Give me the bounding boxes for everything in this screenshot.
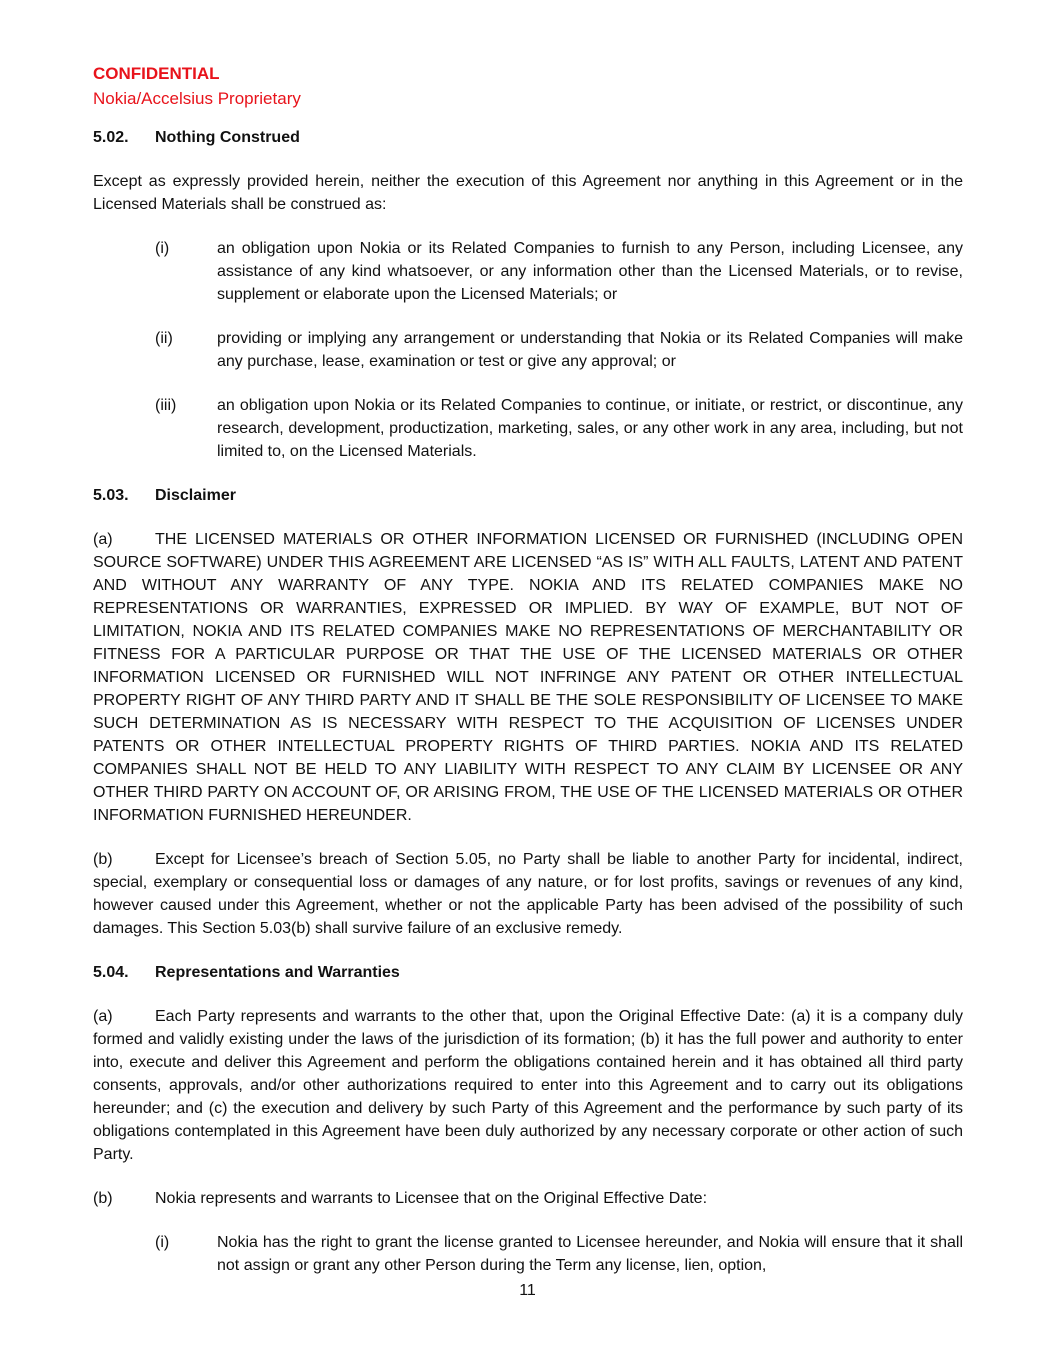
paragraph-text: Except for Licensee’s breach of Section 5.05, no Party shall be liable to another Party for incidental, indirect, special, exemplary or consequential loss or damages of any nature, or for lost profits, savings or revenues of any kind, however caused under this Agreement, whether or not the applicable Party has been advised of the possibility of such damages. This Section 5.03(b) shall survive failure of an exclusive remedy. xyxy=(93,851,963,937)
paragraph-label: (a) xyxy=(93,1008,113,1025)
disclaimer-paragraph-a xyxy=(93,528,963,827)
list-item-text: an obligation upon Nokia or its Related Companies to continue, or initiate, or restrict, or discontinue, any research, development, productization, marketing, sales, or any other work in any area, including, but not limited to, on the Licensed Materials. xyxy=(217,397,963,460)
paragraph-label: (a) xyxy=(93,531,113,548)
section-5-02-intro: Except as expressly provided herein, neither the execution of this Agreement nor anything in this Agreement or in the Licensed Materials shall be construed as: xyxy=(93,173,963,213)
list-item-text: Nokia has the right to grant the license granted to Licensee hereunder, and Nokia will ensure that it shall not assign or grant any other Person during the Term any license, lien, option, xyxy=(217,1234,963,1274)
paragraph-label: (b) xyxy=(93,851,113,868)
list-item-label: (ii) xyxy=(155,330,173,347)
section-title: Representations and Warranties xyxy=(155,964,400,981)
confidential-label: CONFIDENTIAL xyxy=(93,64,220,83)
disclaimer-paragraph-b xyxy=(93,848,963,940)
list-item xyxy=(155,237,963,306)
document-page xyxy=(93,62,963,1277)
section-number: 5.03. xyxy=(93,487,129,504)
list-item-text: providing or implying any arrangement or understanding that Nokia or its Related Companies will make any purchase, lease, examination or test or give any approval; or xyxy=(217,330,963,370)
page-number: 11 xyxy=(519,1282,536,1299)
paragraph-text: Nokia represents and warrants to Licensee that on the Original Effective Date: xyxy=(155,1190,708,1207)
list-item-label: (i) xyxy=(155,1234,170,1251)
proprietary-label: Nokia/Accelsius Proprietary xyxy=(93,89,301,108)
list-item-label: (iii) xyxy=(155,397,177,414)
list-item xyxy=(155,327,963,373)
warranty-paragraph-b xyxy=(93,1187,963,1210)
section-heading-5-03 xyxy=(93,484,963,507)
section-title: Disclaimer xyxy=(155,487,236,504)
list-item-label: (i) xyxy=(155,240,170,257)
section-number: 5.04. xyxy=(93,964,129,981)
paragraph-label: (b) xyxy=(93,1190,113,1207)
list-item xyxy=(155,1231,963,1277)
section-heading-5-04 xyxy=(93,961,963,984)
list-item-text: an obligation upon Nokia or its Related Companies to furnish to any Person, including Licensee, any assistance of any kind whatsoever, or any information other than the Licensed Materials, or to revise, supplement or elaborate upon the Licensed Materials; or xyxy=(217,240,963,303)
warranty-paragraph-a xyxy=(93,1005,963,1166)
paragraph-text: Each Party represents and warrants to the other that, upon the Original Effective Date: (a) it is a company duly formed and validly existing under the laws of the jurisdiction of its formation; (b) it has the full power and authority to enter into, execute and deliver this Agreement and perform the obligations contained herein and it has obtained all third party consents, approvals, and/or other authorizations required to enter into this Agreement and to carry out its obligations hereunder; and (c) the execution and delivery by such Party of this Agreement and the performance by such party of its obligations contemplated in this Agreement have been duly authorized by any necessary corporate or other action of such Party. xyxy=(93,1008,963,1163)
section-heading-5-02 xyxy=(93,126,963,149)
paragraph-text: THE LICENSED MATERIALS OR OTHER INFORMATION LICENSED OR FURNISHED (INCLUDING OPEN SOURCE SOFTWARE) UNDER THIS AGREEMENT ARE LICENSED “AS IS” WITH ALL FAULTS, LATENT AND PATENT AND WITHOUT ANY WARRANTY OF ANY TYPE. NOKIA AND ITS RELATED COMPANIES MAKE NO REPRESENTATIONS OR WARRANTIES, EXPRESSED OR IMPLIED. BY WAY OF EXAMPLE, BUT NOT OF LIMITATION, NOKIA AND ITS RELATED COMPANIES MAKE NO REPRESENTATIONS OF MERCHANTABILITY OR FITNESS FOR A PARTICULAR PURPOSE OR THAT THE USE OF THE LICENSED MATERIALS OR OTHER INFORMATION LICENSED OR FURNISHED WILL NOT INFRINGE ANY PATENT OR OTHER INTELLECTUAL PROPERTY RIGHT OF ANY THIRD PARTY AND IT SHALL BE THE SOLE RESPONSIBILITY OF LICENSEE TO MAKE SUCH DETERMINATION AS IS NECESSARY WITH RESPECT TO THE ACQUISITION OF LICENSES UNDER PATENTS OR OTHER INTELLECTUAL PROPERTY RIGHTS OF THIRD PARTIES. NOKIA AND ITS RELATED COMPANIES SHALL NOT BE HELD TO ANY LIABILITY WITH RESPECT TO ANY CLAIM BY LICENSEE OR ANY OTHER THIRD PARTY ON ACCOUNT OF, OR ARISING FROM, THE USE OF THE LICENSED MATERIALS OR OTHER INFORMATION FURNISHED HEREUNDER. xyxy=(93,531,963,824)
section-title: Nothing Construed xyxy=(155,129,300,146)
list-item xyxy=(155,394,963,463)
section-number: 5.02. xyxy=(93,129,129,146)
